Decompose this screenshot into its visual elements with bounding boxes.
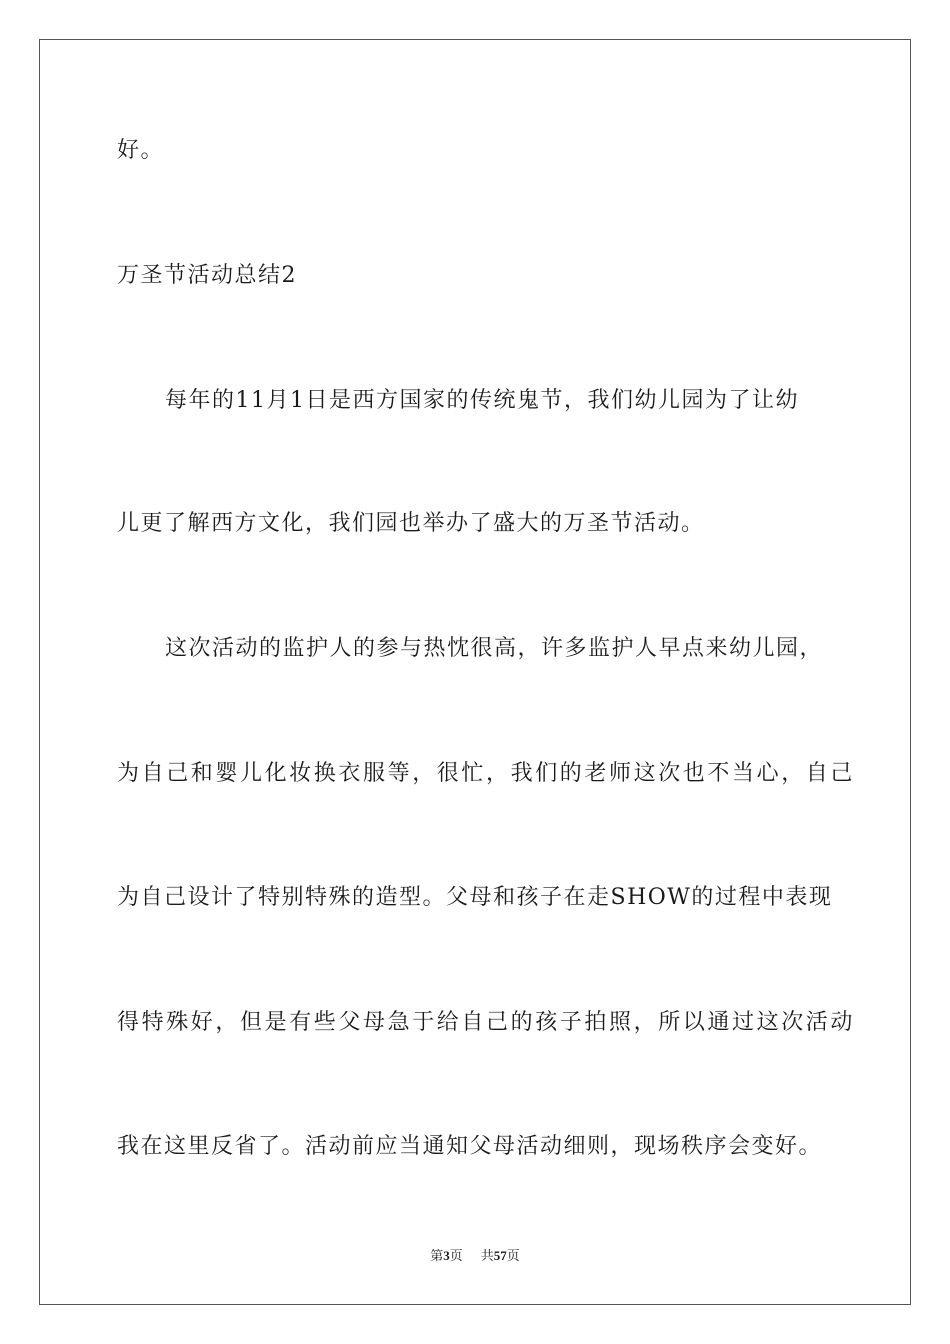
page-suffix: 页 (449, 1249, 463, 1264)
paragraph-2-line-4: 得特殊好，但是有些父母急于给自己的孩子拍照，所以通过这次活动 (117, 1010, 856, 1035)
paragraph-1-line-2: 儿更了解西方文化，我们园也举办了盛大的万圣节活动。 (117, 511, 705, 536)
paragraph-1-line-1: 每年的11月1日是西方国家的传统鬼节，我们幼儿园为了让幼 (165, 388, 799, 413)
page-number: 3 (443, 1248, 450, 1263)
paragraph-2-line-3: 为自己设计了特别特殊的造型。父母和孩子在走SHOW的过程中表现 (117, 885, 833, 910)
page-footer (0, 1247, 950, 1266)
total-pages: 57 (493, 1248, 507, 1263)
page-border (39, 39, 911, 1305)
section-heading: 万圣节活动总结2 (117, 263, 297, 288)
paragraph-tail-line: 好。 (117, 138, 165, 163)
paragraph-2-line-5: 我在这里反省了。活动前应当通知父母活动细则，现场秩序会变好。 (117, 1134, 823, 1159)
page-prefix: 第 (430, 1249, 444, 1264)
paragraph-2-line-1: 这次活动的监护人的参与热忱很高，许多监护人早点来幼儿园， (165, 636, 824, 661)
total-suffix: 页 (506, 1249, 520, 1264)
paragraph-2-line-2: 为自己和婴儿化妆换衣服等，很忙，我们的老师这次也不当心，自己 (117, 761, 856, 786)
total-prefix: 共 (480, 1249, 494, 1264)
